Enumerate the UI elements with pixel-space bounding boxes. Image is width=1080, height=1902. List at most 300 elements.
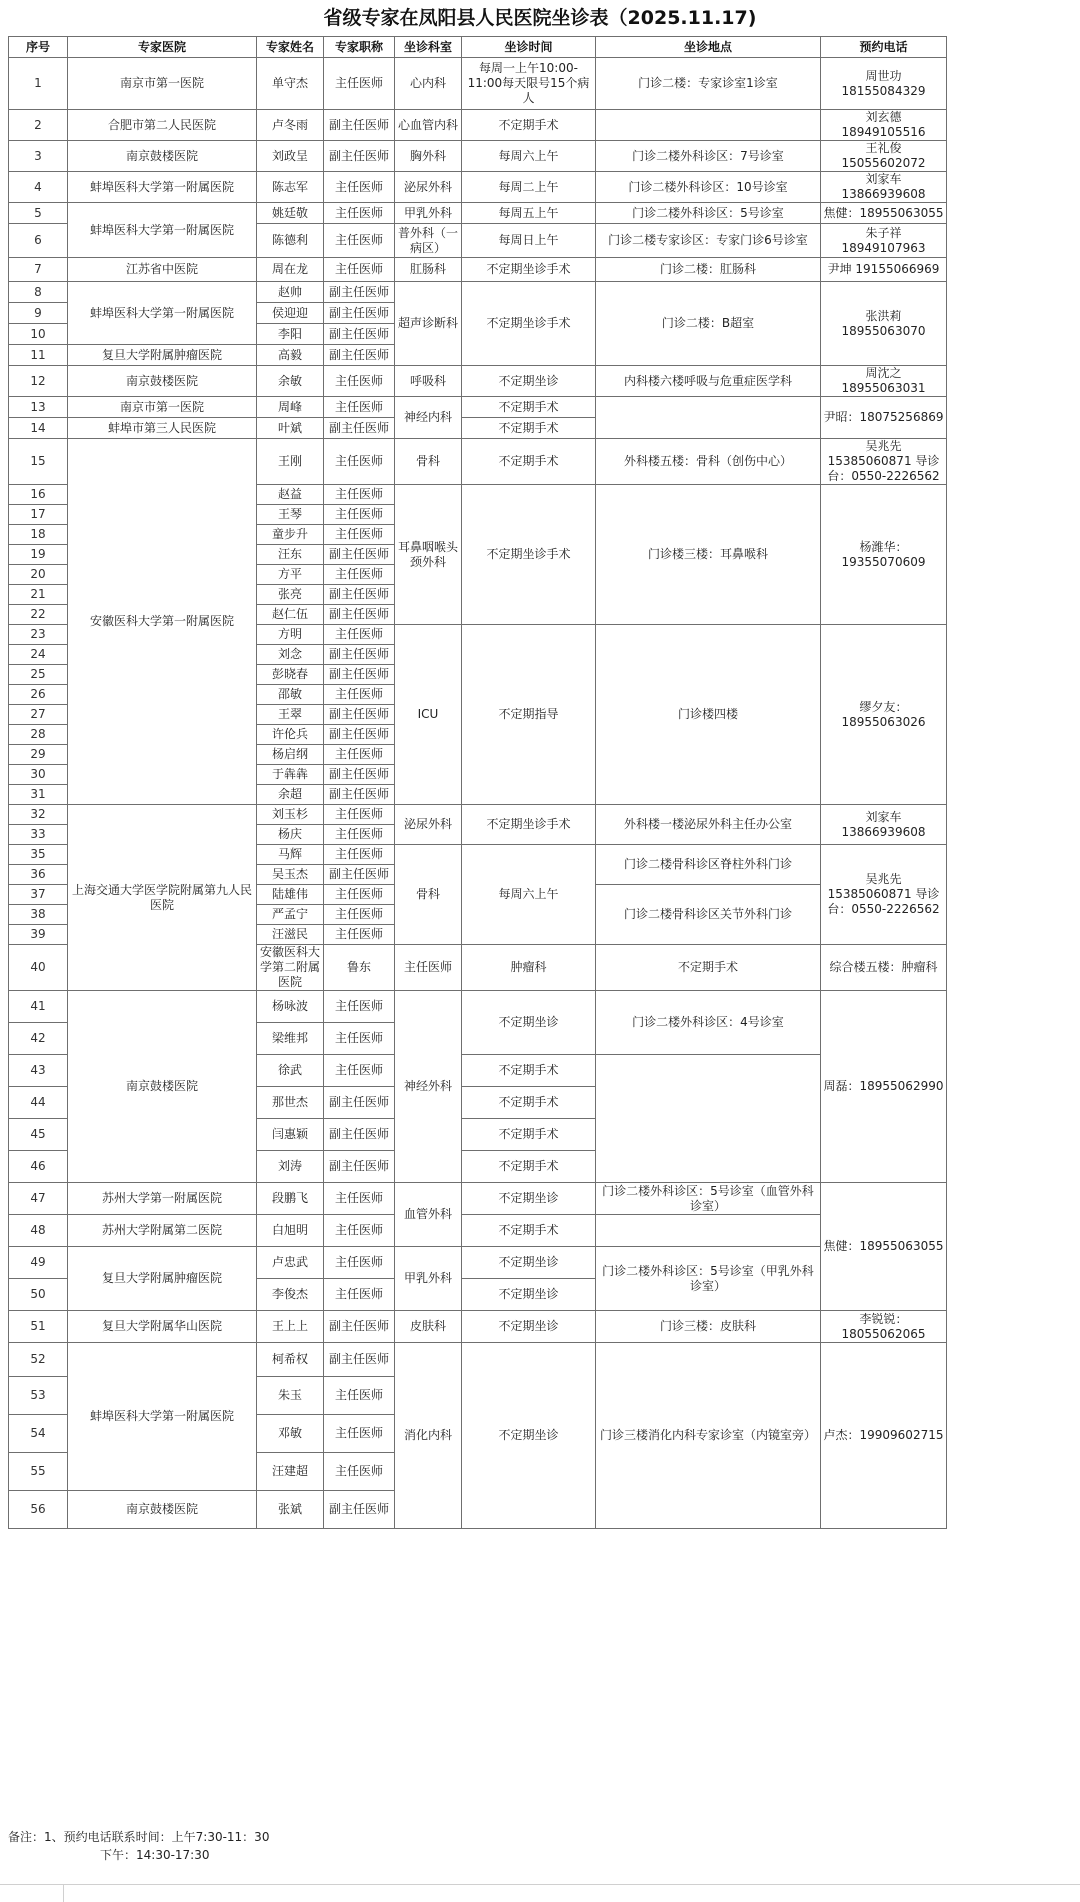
table-row <box>9 1343 947 1377</box>
clinic-time-cell: 不定期坐诊手术 <box>462 485 596 625</box>
doctor-name-cell: 张斌 <box>257 1491 324 1529</box>
department-cell: 心血管内科 <box>395 110 462 141</box>
hospital-cell: 南京鼓楼医院 <box>68 141 257 172</box>
doctor-title-cell: 副主任医师 <box>324 1491 395 1529</box>
hospital-cell: 南京市第一医院 <box>68 397 257 418</box>
seq-cell: 5 <box>9 203 68 224</box>
doctor-title-cell: 主任医师 <box>324 1055 395 1087</box>
table-row <box>9 366 947 397</box>
doctor-name-cell: 严孟宁 <box>257 905 324 925</box>
doctor-name-cell: 侯迎迎 <box>257 303 324 324</box>
department-cell: 甲乳外科 <box>395 203 462 224</box>
clinic-location-cell: 门诊二楼外科诊区：5号诊室（血管外科诊室） <box>596 1183 821 1215</box>
doctor-name-cell: 邓敏 <box>257 1415 324 1453</box>
doctor-title-cell: 主任医师 <box>324 625 395 645</box>
booking-phone-cell: 周沈之 18955063031 <box>821 366 947 397</box>
hospital-cell: 南京市第一医院 <box>68 58 257 110</box>
doctor-name-cell: 白旭明 <box>257 1215 324 1247</box>
seq-cell: 50 <box>9 1279 68 1311</box>
doctor-title-cell: 副主任医师 <box>324 665 395 685</box>
seq-cell: 54 <box>9 1415 68 1453</box>
clinic-time-cell: 不定期坐诊 <box>462 991 596 1055</box>
hospital-cell: 南京鼓楼医院 <box>68 366 257 397</box>
clinic-time-cell: 不定期手术 <box>596 945 821 991</box>
booking-phone-cell: 朱子祥 18949107963 <box>821 224 947 258</box>
header-cell: 预约电话 <box>821 37 947 58</box>
department-cell: 耳鼻咽喉头颈外科 <box>395 485 462 625</box>
seq-cell: 12 <box>9 366 68 397</box>
clinic-time-cell: 不定期手术 <box>462 397 596 418</box>
clinic-time-cell: 不定期坐诊手术 <box>462 805 596 845</box>
doctor-title-cell: 主任医师 <box>324 991 395 1023</box>
seq-cell: 42 <box>9 1023 68 1055</box>
seq-cell: 15 <box>9 439 68 485</box>
clinic-location-cell: 门诊二楼：B超室 <box>596 282 821 366</box>
clinic-location-cell <box>596 397 821 439</box>
seq-cell: 37 <box>9 885 68 905</box>
doctor-title-cell: 副主任医师 <box>324 1151 395 1183</box>
doctor-name-cell: 徐武 <box>257 1055 324 1087</box>
doctor-name-cell: 刘念 <box>257 645 324 665</box>
table-row <box>9 1215 947 1247</box>
doctor-title-cell: 主任医师 <box>324 1023 395 1055</box>
clinic-time-cell: 每周一上午10:00-11:00每天限号15个病人 <box>462 58 596 110</box>
table-row <box>9 1247 947 1279</box>
doctor-name-cell: 王刚 <box>257 439 324 485</box>
clinic-location-cell: 门诊二楼骨科诊区脊柱外科门诊 <box>596 845 821 885</box>
clinic-time-cell: 不定期手术 <box>462 1215 596 1247</box>
doctor-name-cell: 王翠 <box>257 705 324 725</box>
doctor-name-cell: 于犇犇 <box>257 765 324 785</box>
doctor-name-cell: 梁维邦 <box>257 1023 324 1055</box>
doctor-title-cell: 副主任医师 <box>324 418 395 439</box>
clinic-location-cell: 门诊三楼消化内科专家诊室（内镜室旁） <box>596 1343 821 1529</box>
doctor-name-cell: 童步升 <box>257 525 324 545</box>
clinic-location-cell: 综合楼五楼：肿瘤科 <box>821 945 947 991</box>
hospital-cell: 安徽医科大学第一附属医院 <box>68 439 257 805</box>
clinic-location-cell: 门诊二楼外科诊区：10号诊室 <box>596 172 821 203</box>
hospital-cell: 南京鼓楼医院 <box>68 991 257 1183</box>
department-cell: 泌尿外科 <box>395 805 462 845</box>
sheet-gridlines <box>0 1884 1080 1902</box>
department-cell: 神经内科 <box>395 397 462 439</box>
header-cell: 坐诊科室 <box>395 37 462 58</box>
seq-cell: 7 <box>9 258 68 282</box>
booking-phone-cell: 杨潍华：19355070609 <box>821 485 947 625</box>
doctor-name-cell: 叶斌 <box>257 418 324 439</box>
clinic-time-cell: 每周六上午 <box>462 141 596 172</box>
seq-cell: 3 <box>9 141 68 172</box>
seq-cell: 39 <box>9 925 68 945</box>
clinic-time-cell: 不定期坐诊 <box>462 1311 596 1343</box>
doctor-name-cell: 杨庆 <box>257 825 324 845</box>
clinic-time-cell: 不定期手术 <box>462 418 596 439</box>
seq-cell: 41 <box>9 991 68 1023</box>
table-row <box>9 110 947 141</box>
doctor-name-cell: 卢忠武 <box>257 1247 324 1279</box>
department-cell: 消化内科 <box>395 1343 462 1529</box>
doctor-title-cell: 主任医师 <box>324 258 395 282</box>
seq-cell: 20 <box>9 565 68 585</box>
table-title: 省级专家在凤阳县人民医院坐诊表（2025.11.17) <box>323 7 757 29</box>
hospital-cell: 上海交通大学医学院附属第九人民医院 <box>68 805 257 991</box>
booking-phone-cell: 刘家车 13866939608 <box>821 172 947 203</box>
doctor-name-cell: 陈志军 <box>257 172 324 203</box>
department-cell: 超声诊断科 <box>395 282 462 366</box>
doctor-name-cell: 汪滋民 <box>257 925 324 945</box>
clinic-time-cell: 不定期手术 <box>462 110 596 141</box>
doctor-title-cell: 主任医师 <box>324 439 395 485</box>
clinic-location-cell: 外科楼五楼：骨科（创伤中心） <box>596 439 821 485</box>
seq-cell: 36 <box>9 865 68 885</box>
doctor-title-cell: 副主任医师 <box>324 345 395 366</box>
doctor-title-cell: 副主任医师 <box>324 1119 395 1151</box>
doctor-title-cell: 主任医师 <box>324 565 395 585</box>
hospital-cell: 蚌埠医科大学第一附属医院 <box>68 1343 257 1491</box>
doctor-title-cell: 副主任医师 <box>324 1343 395 1377</box>
doctor-name-cell: 周峰 <box>257 397 324 418</box>
seq-cell: 35 <box>9 845 68 865</box>
seq-cell: 14 <box>9 418 68 439</box>
seq-cell: 51 <box>9 1311 68 1343</box>
doctor-title-cell: 主任医师 <box>324 172 395 203</box>
seq-cell: 23 <box>9 625 68 645</box>
clinic-time-cell: 每周五上午 <box>462 203 596 224</box>
doctor-title-cell: 主任医师 <box>324 1183 395 1215</box>
doctor-title-cell: 主任医师 <box>324 203 395 224</box>
clinic-time-cell: 不定期坐诊 <box>462 1183 596 1215</box>
doctor-title-cell: 主任医师 <box>324 685 395 705</box>
department-cell: 血管外科 <box>395 1183 462 1247</box>
doctor-title-cell: 主任医师 <box>324 1279 395 1311</box>
booking-phone-cell: 刘玄德 18949105516 <box>821 110 947 141</box>
seq-cell: 46 <box>9 1151 68 1183</box>
doctor-name-cell: 赵益 <box>257 485 324 505</box>
doctor-title-cell: 副主任医师 <box>324 605 395 625</box>
doctor-title-cell: 主任医师 <box>324 805 395 825</box>
hospital-cell: 安徽医科大学第二附属医院 <box>257 945 324 991</box>
department-cell: ICU <box>395 625 462 805</box>
doctor-title-cell: 副主任医师 <box>324 705 395 725</box>
clinic-location-cell <box>596 110 821 141</box>
booking-phone-cell: 尹坤 19155066969 <box>821 258 947 282</box>
clinic-location-cell: 门诊二楼外科诊区：5号诊室 <box>596 203 821 224</box>
booking-phone-cell: 王礼俊 15055602072 <box>821 141 947 172</box>
department-cell: 骨科 <box>395 439 462 485</box>
doctor-name-cell: 李俊杰 <box>257 1279 324 1311</box>
table-row <box>9 203 947 224</box>
clinic-time-cell: 不定期手术 <box>462 1151 596 1183</box>
doctor-name-cell: 刘政呈 <box>257 141 324 172</box>
department-cell: 泌尿外科 <box>395 172 462 203</box>
seq-cell: 27 <box>9 705 68 725</box>
clinic-location-cell: 门诊二楼外科诊区：5号诊室（甲乳外科诊室） <box>596 1247 821 1311</box>
doctor-name-cell: 吴玉杰 <box>257 865 324 885</box>
hospital-cell: 合肥市第二人民医院 <box>68 110 257 141</box>
seq-cell: 38 <box>9 905 68 925</box>
seq-cell: 48 <box>9 1215 68 1247</box>
seq-cell: 29 <box>9 745 68 765</box>
department-cell: 呼吸科 <box>395 366 462 397</box>
booking-phone-cell: 卢杰：19909602715 <box>821 1343 947 1529</box>
hospital-cell: 蚌埠医科大学第一附属医院 <box>68 172 257 203</box>
doctor-name-cell: 汪东 <box>257 545 324 565</box>
seq-cell: 30 <box>9 765 68 785</box>
seq-cell: 33 <box>9 825 68 845</box>
seq-cell: 8 <box>9 282 68 303</box>
doctor-name-cell: 马辉 <box>257 845 324 865</box>
seq-cell: 25 <box>9 665 68 685</box>
doctor-name-cell: 王上上 <box>257 1311 324 1343</box>
doctor-title-cell: 副主任医师 <box>324 110 395 141</box>
doctor-name-cell: 杨启纲 <box>257 745 324 765</box>
clinic-location-cell <box>596 1215 821 1247</box>
doctor-title-cell: 副主任医师 <box>324 785 395 805</box>
department-cell: 肿瘤科 <box>462 945 596 991</box>
department-cell: 心内科 <box>395 58 462 110</box>
doctor-name-cell: 张亮 <box>257 585 324 605</box>
doctor-title-cell: 副主任医师 <box>324 765 395 785</box>
table-row <box>9 1311 947 1343</box>
seq-cell: 32 <box>9 805 68 825</box>
doctor-name-cell: 邵敏 <box>257 685 324 705</box>
hospital-cell: 苏州大学第一附属医院 <box>68 1183 257 1215</box>
doctor-name-cell: 陆雄伟 <box>257 885 324 905</box>
seq-cell: 43 <box>9 1055 68 1087</box>
doctor-title-cell: 主任医师 <box>324 885 395 905</box>
doctor-title-cell: 主任医师 <box>324 1415 395 1453</box>
doctor-name-cell: 卢冬雨 <box>257 110 324 141</box>
department-cell: 神经外科 <box>395 991 462 1183</box>
clinic-location-cell: 门诊三楼：皮肤科 <box>596 1311 821 1343</box>
seq-cell: 45 <box>9 1119 68 1151</box>
doctor-name-cell: 方平 <box>257 565 324 585</box>
clinic-location-cell: 门诊二楼：肛肠科 <box>596 258 821 282</box>
hospital-cell: 南京鼓楼医院 <box>68 1491 257 1529</box>
doctor-name-cell: 闫惠颖 <box>257 1119 324 1151</box>
table-row <box>9 991 947 1023</box>
seq-cell: 55 <box>9 1453 68 1491</box>
doctor-name-cell: 段鹏飞 <box>257 1183 324 1215</box>
header-cell: 专家医院 <box>68 37 257 58</box>
seq-cell: 24 <box>9 645 68 665</box>
doctor-name-cell: 赵帅 <box>257 282 324 303</box>
seq-cell: 9 <box>9 303 68 324</box>
doctor-title-cell: 副主任医师 <box>324 282 395 303</box>
doctor-name-cell: 彭晓春 <box>257 665 324 685</box>
booking-phone-cell: 焦健：18955063055 <box>821 203 947 224</box>
doctor-name-cell: 高毅 <box>257 345 324 366</box>
doctor-title-cell: 主任医师 <box>324 745 395 765</box>
doctor-name-cell: 赵仁伍 <box>257 605 324 625</box>
hospital-cell: 蚌埠医科大学第一附属医院 <box>68 282 257 345</box>
doctor-name-cell: 姚廷敬 <box>257 203 324 224</box>
booking-phone-cell: 吴兆先 15385060871 导诊台：0550-2226562 <box>821 845 947 945</box>
note-line-2: 下午：14:30-17:30 <box>100 1848 210 1862</box>
doctor-name-cell: 单守杰 <box>257 58 324 110</box>
department-cell: 骨科 <box>395 845 462 945</box>
clinic-location-cell: 门诊二楼外科诊区：4号诊室 <box>596 991 821 1055</box>
doctor-title-cell: 主任医师 <box>324 366 395 397</box>
clinic-time-cell: 不定期手术 <box>462 1087 596 1119</box>
seq-cell: 11 <box>9 345 68 366</box>
doctor-title-cell: 主任医师 <box>324 224 395 258</box>
seq-cell: 56 <box>9 1491 68 1529</box>
seq-cell: 16 <box>9 485 68 505</box>
department-cell: 甲乳外科 <box>395 1247 462 1311</box>
clinic-location-cell <box>596 1055 821 1183</box>
doctor-name-cell: 余超 <box>257 785 324 805</box>
clinic-time-cell: 每周日上午 <box>462 224 596 258</box>
doctor-title-cell: 主任医师 <box>324 1453 395 1491</box>
seq-cell: 28 <box>9 725 68 745</box>
doctor-name-cell: 柯希权 <box>257 1343 324 1377</box>
booking-phone-cell: 刘家车 13866939608 <box>821 805 947 845</box>
doctor-title-cell: 主任医师 <box>324 905 395 925</box>
table-row <box>9 439 947 485</box>
clinic-location-cell: 门诊二楼：专家诊室1诊室 <box>596 58 821 110</box>
schedule-table <box>8 36 947 1561</box>
seq-cell: 13 <box>9 397 68 418</box>
clinic-time-cell: 不定期手术 <box>462 439 596 485</box>
doctor-title-cell: 主任医师 <box>324 925 395 945</box>
department-cell: 胸外科 <box>395 141 462 172</box>
hospital-cell: 复旦大学附属肿瘤医院 <box>68 1247 257 1311</box>
doctor-title-cell: 副主任医师 <box>324 725 395 745</box>
doctor-title-cell: 主任医师 <box>324 505 395 525</box>
hospital-cell: 复旦大学附属肿瘤医院 <box>68 345 257 366</box>
table-row <box>9 282 947 303</box>
doctor-title-cell: 副主任医师 <box>324 1087 395 1119</box>
doctor-name-cell: 那世杰 <box>257 1087 324 1119</box>
note-line-1: 备注：1、预约电话联系时间：上午7:30-11：30 <box>8 1830 270 1844</box>
booking-phone-cell: 吴兆先 15385060871 导诊台：0550-2226562 <box>821 439 947 485</box>
doctor-name-cell: 李阳 <box>257 324 324 345</box>
clinic-location-cell: 门诊二楼专家诊区：专家门诊6号诊室 <box>596 224 821 258</box>
seq-cell: 26 <box>9 685 68 705</box>
hospital-cell: 蚌埠市第三人民医院 <box>68 418 257 439</box>
clinic-location-cell: 门诊楼四楼 <box>596 625 821 805</box>
booking-phone-cell: 李锐锐：18055062065 <box>821 1311 947 1343</box>
clinic-time-cell: 不定期坐诊 <box>462 1343 596 1529</box>
seq-cell: 6 <box>9 224 68 258</box>
doctor-name-cell: 刘涛 <box>257 1151 324 1183</box>
hospital-cell: 蚌埠医科大学第一附属医院 <box>68 203 257 258</box>
table-row <box>9 1529 947 1561</box>
doctor-title-cell: 主任医师 <box>324 58 395 110</box>
doctor-name-cell: 余敏 <box>257 366 324 397</box>
seq-cell: 40 <box>9 945 68 991</box>
table-row <box>9 805 947 825</box>
clinic-time-cell: 不定期手术 <box>462 1119 596 1151</box>
clinic-location-cell: 外科楼一楼泌尿外科主任办公室 <box>596 805 821 845</box>
doctor-title-cell: 主任医师 <box>324 1377 395 1415</box>
table-row <box>9 258 947 282</box>
doctor-name-cell: 许伦兵 <box>257 725 324 745</box>
booking-phone-cell: 周世功 18155084329 <box>821 58 947 110</box>
clinic-time-cell: 每周六上午 <box>462 845 596 945</box>
seq-cell: 44 <box>9 1087 68 1119</box>
doctor-name-cell: 朱玉 <box>257 1377 324 1415</box>
seq-cell: 2 <box>9 110 68 141</box>
doctor-title-cell: 副主任医师 <box>324 324 395 345</box>
header-cell: 坐诊时间 <box>462 37 596 58</box>
seq-cell: 47 <box>9 1183 68 1215</box>
clinic-time-cell: 不定期坐诊手术 <box>462 258 596 282</box>
header-cell: 专家职称 <box>324 37 395 58</box>
doctor-name-cell: 王琴 <box>257 505 324 525</box>
table-row <box>9 141 947 172</box>
booking-phone-cell: 缪夕友：18955063026 <box>821 625 947 805</box>
doctor-title-cell: 副主任医师 <box>324 141 395 172</box>
doctor-title-cell: 副主任医师 <box>324 303 395 324</box>
doctor-name-cell: 刘玉杉 <box>257 805 324 825</box>
seq-cell: 4 <box>9 172 68 203</box>
clinic-time-cell: 不定期手术 <box>462 1055 596 1087</box>
clinic-time-cell: 不定期坐诊 <box>462 1247 596 1279</box>
department-cell: 普外科（一病区） <box>395 224 462 258</box>
doctor-title-cell: 主任医师 <box>395 945 462 991</box>
booking-phone-cell: 焦健：18955063055 <box>821 1183 947 1311</box>
doctor-title-cell: 主任医师 <box>324 1215 395 1247</box>
seq-cell: 19 <box>9 545 68 565</box>
booking-phone-cell: 周磊：18955062990 <box>821 991 947 1183</box>
seq-cell: 49 <box>9 1247 68 1279</box>
table-row <box>9 172 947 203</box>
hospital-cell: 江苏省中医院 <box>68 258 257 282</box>
hospital-cell: 复旦大学附属华山医院 <box>68 1311 257 1343</box>
doctor-name-cell: 陈德利 <box>257 224 324 258</box>
doctor-name-cell: 周在龙 <box>257 258 324 282</box>
doctor-title-cell: 主任医师 <box>324 485 395 505</box>
doctor-name-cell: 汪建超 <box>257 1453 324 1491</box>
hospital-cell: 苏州大学附属第二医院 <box>68 1215 257 1247</box>
seq-cell: 52 <box>9 1343 68 1377</box>
doctor-title-cell: 副主任医师 <box>324 865 395 885</box>
clinic-location-cell: 门诊二楼外科诊区：7号诊室 <box>596 141 821 172</box>
clinic-time-cell: 不定期指导 <box>462 625 596 805</box>
clinic-time-cell: 不定期坐诊手术 <box>462 282 596 366</box>
doctor-title-cell: 主任医师 <box>324 1247 395 1279</box>
doctor-name-cell: 方明 <box>257 625 324 645</box>
table-row <box>9 397 947 418</box>
doctor-title-cell: 副主任医师 <box>324 585 395 605</box>
doctor-title-cell: 副主任医师 <box>324 545 395 565</box>
table-row <box>9 58 947 110</box>
doctor-name-cell: 鲁东 <box>324 945 395 991</box>
department-cell: 皮肤科 <box>395 1311 462 1343</box>
clinic-time-cell: 不定期坐诊 <box>462 366 596 397</box>
booking-phone-cell: 张洪莉 18955063070 <box>821 282 947 366</box>
doctor-title-cell: 副主任医师 <box>324 645 395 665</box>
clinic-location-cell: 内科楼六楼呼吸与危重症医学科 <box>596 366 821 397</box>
header-cell: 序号 <box>9 37 68 58</box>
clinic-location-cell: 门诊二楼骨科诊区关节外科门诊 <box>596 885 821 945</box>
clinic-location-cell: 门诊楼三楼：耳鼻喉科 <box>596 485 821 625</box>
booking-phone-cell: 尹昭：18075256869 <box>821 397 947 439</box>
seq-cell: 31 <box>9 785 68 805</box>
seq-cell: 10 <box>9 324 68 345</box>
header-row <box>9 37 947 58</box>
seq-cell: 18 <box>9 525 68 545</box>
clinic-time-cell: 不定期坐诊 <box>462 1279 596 1311</box>
doctor-title-cell: 主任医师 <box>324 397 395 418</box>
seq-cell: 17 <box>9 505 68 525</box>
seq-cell: 53 <box>9 1377 68 1415</box>
clinic-time-cell: 每周二上午 <box>462 172 596 203</box>
doctor-title-cell: 主任医师 <box>324 525 395 545</box>
doctor-title-cell: 主任医师 <box>324 845 395 865</box>
